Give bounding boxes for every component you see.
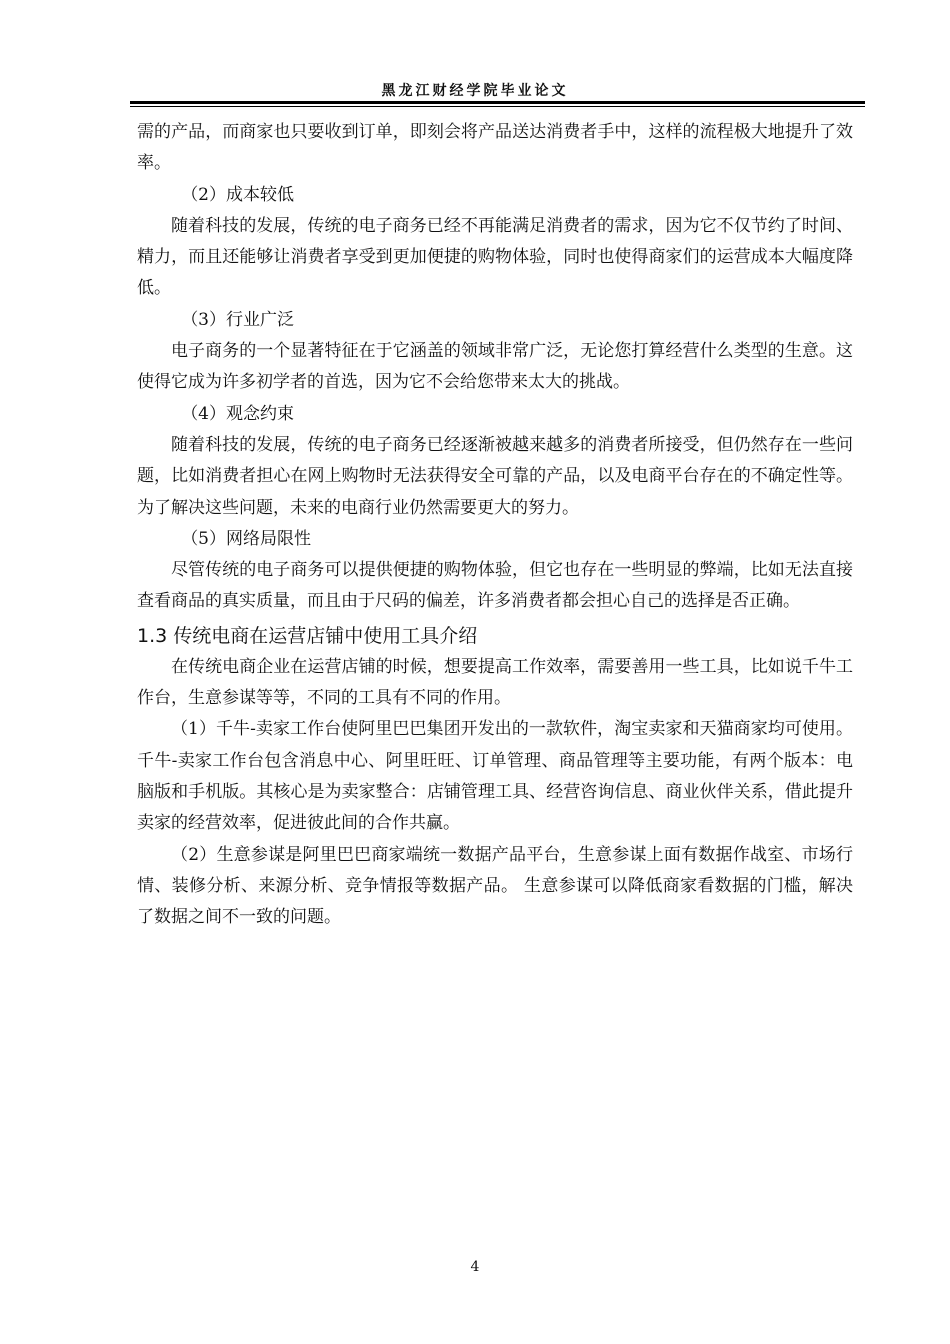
paragraph: （2）生意参谋是阿里巴巴商家端统一数据产品平台，生意参谋上面有数据作战室、市场行情、装修分析、来源分析、竞争情报等数据产品。 生意参谋可以降低商家看数据的门槛，解决了数据之间不一致的问题。 (137, 844, 853, 928)
subheading-wide-industry: （3）行业广泛 (181, 309, 295, 330)
header-title: 黑龙江财经学院毕业论文 (381, 83, 569, 99)
paragraph: 随着科技的发展，传统的电子商务已经不再能满足消费者的需求，因为它不仅节约了时间、精力，而且还能够让消费者享受到更加便捷的购物体验，同时也使得商家们的运营成本大幅度降低。 (137, 215, 853, 299)
subheading-low-cost: （2）成本较低 (181, 184, 295, 205)
paragraph: （1）千牛-卖家工作台使阿里巴巴集团开发出的一款软件，淘宝卖家和天猫商家均可使用。千牛-卖家工作台包含消息中心、阿里旺旺、订单管理、商品管理等主要功能，有两个版本：电脑版和手机版。其核心是为卖家整合：店铺管理工具、经营咨询信息、商业伙伴关系，借此提升卖家的经营效率，促进彼此间的合作共赢。 (137, 719, 853, 834)
section-heading: 1.3 传统电商在运营店铺中使用工具介绍 (137, 624, 478, 647)
paragraph: 需的产品，而商家也只要收到订单，即刻会将产品送达消费者手中，这样的流程极大地提升了效率。 (137, 122, 853, 174)
paragraph: 随着科技的发展，传统的电子商务已经逐渐被越来越多的消费者所接受，但仍然存在一些问题，比如消费者担心在网上购物时无法获得安全可靠的产品，以及电商平台存在的不确定性等。为了解决这些问题，未来的电商行业仍然需要更大的努力。 (137, 434, 853, 518)
subheading-network-limitation: （5）网络局限性 (181, 528, 312, 549)
document-body (137, 117, 853, 933)
paragraph: 尽管传统的电子商务可以提供便捷的购物体验，但它也存在一些明显的弊端，比如无法直接查看商品的真实质量，而且由于尺码的偏差，许多消费者都会担心自己的选择是否正确。 (137, 560, 853, 612)
page-number: 4 (470, 1259, 480, 1275)
paragraph: 电子商务的一个显著特征在于它涵盖的领域非常广泛，无论您打算经营什么类型的生意。这使得它成为许多初学者的首选，因为它不会给您带来太大的挑战。 (137, 341, 853, 393)
header-rule-thin (130, 106, 865, 107)
subheading-concept-constraint: （4）观念约束 (181, 403, 295, 424)
header-rule-thick (130, 101, 865, 104)
paragraph: 在传统电商企业在运营店铺的时候，想要提高工作效率，需要善用一些工具，比如说千牛工作台，生意参谋等等，不同的工具有不同的作用。 (137, 656, 853, 709)
